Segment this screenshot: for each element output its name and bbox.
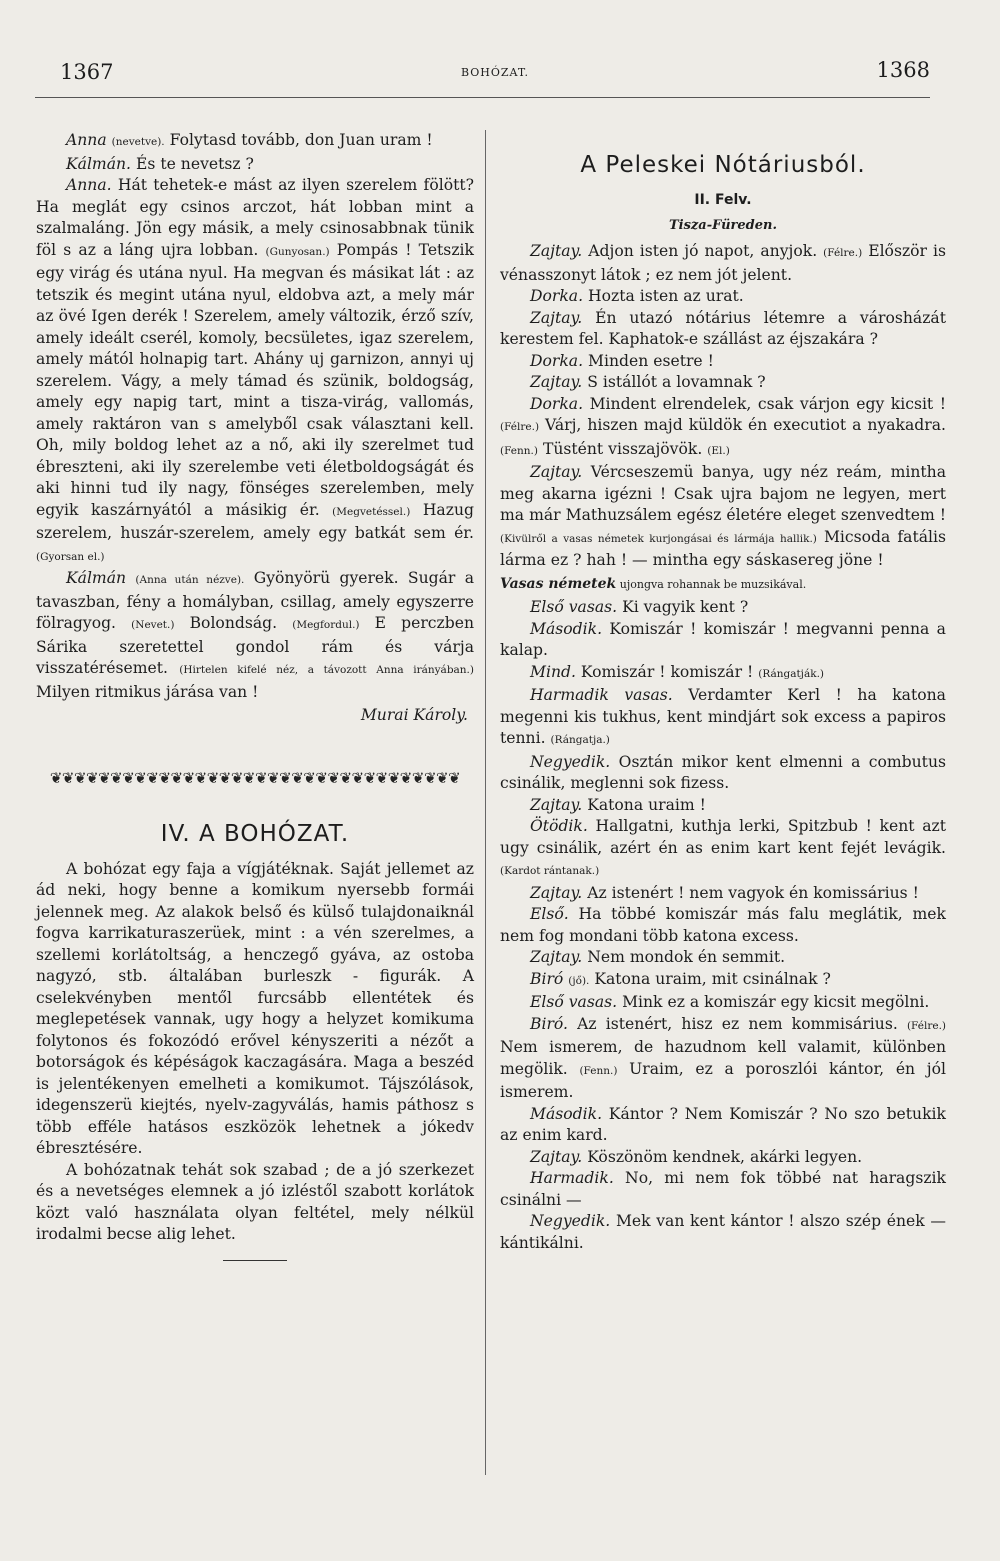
dialogue-line [500, 351, 946, 373]
dialogue-line [500, 394, 946, 463]
dialogue-text: Micsoda fatális lárma ez ? hah ! — mintha egy sáskasereg jöne ! [500, 527, 946, 569]
dialogue-line [500, 1014, 946, 1104]
stage-direction: (nevetve). [111, 136, 165, 148]
stage-direction: (Félre.) [823, 247, 863, 259]
dialogue-text: Hazug szerelem, huszár-szerelem, amely egy batkát sem ér. [36, 500, 474, 542]
dialogue-text: S istállót a lovamnak ? [587, 373, 766, 391]
stage-direction: (Hirtelen kifelé néz, a távozott Anna irányában.) [179, 664, 474, 676]
speaker-name: Harmadik vasas. [530, 686, 673, 704]
dialogue-text: Adjon isten jó napot, anyjok. [588, 242, 824, 260]
cast-direction: ujongva rohannak be muzsikával. [619, 577, 807, 591]
page-header [60, 58, 930, 92]
dialogue-text: Én utazó nótárius létemre a városházát kerestem fel. Kaphatok-e szállást az éjszakára ? [500, 308, 946, 348]
dialogue-line [36, 154, 474, 176]
dialogue-text: Ki vagyik kent ? [622, 598, 749, 616]
dialogue-block [500, 241, 946, 572]
dialogue-line [36, 175, 474, 568]
stage-direction: (jő). [568, 974, 590, 987]
speaker-name: Biró. [530, 1014, 568, 1033]
dialogue-text: Osztán mikor kent elmenni a combutus csinálik, meglenni sok fizess. [500, 752, 946, 792]
dialogue-line [500, 685, 946, 752]
speaker-name: Zajtay. [530, 795, 583, 814]
speaker-name: Zajtay. [530, 948, 583, 966]
dialogue-line [500, 597, 946, 619]
speaker-name: Anna [66, 131, 107, 149]
dialogue-line [500, 904, 946, 947]
dialogue-line [500, 372, 946, 394]
dialogue-text: Nem ismerem, de hazudnom kell valamit, különben megölik. [500, 1038, 946, 1078]
speaker-name: Zajtay. [530, 463, 583, 481]
speaker-name: Harmadik. [530, 1169, 614, 1187]
stage-direction: (Kardot rántanak.) [500, 865, 600, 877]
dialogue-text: Katona uraim, mit csinálnak ? [589, 969, 831, 988]
dialogue-text: Ha többé komiszár más falu meglátik, mek nem fog mondani több katona excess. [500, 905, 946, 945]
stage-direction: (Rángatja.) [550, 734, 610, 746]
dialogue-line [500, 286, 946, 308]
body-paragraph: A bohózat egy faja a vígjátéknak. Saját jellemet az ád neki, hogy benne a komikum nyersebb formái jelennek meg. Az alakok belső és külső tulajdonaiknál fogva karrikaturaszerüek, mint : a vén szerelmes, a szellemi korlátoltság, a henczegő gyáva, az ostoba nagyzó, stb. általában burleszk - figurák. A cselekvényben mentől furcsább ellentétek és meglepetések vannak, ugy hogy a helyzet komikuma folytonos és fokozódó erővel kényszeriti a nézőt a botorságok és képéságok kaczagására. Maga a beszéd is jelentékenyen emelheti a komikumot. Tájszólások, idegenszerü kiejtés, nyelv-zagyválás, hamis páthosz s több efféle hatásos eszközök lehetnek a jókedv ébresztésére. [36, 859, 474, 1157]
stage-direction: (Gyorsan el.) [36, 550, 105, 563]
stage-direction: (Kivülről a vasas németek kurjongásai és lármája hallik.) [500, 532, 817, 545]
dialogue-text: Katona uraim ! [587, 795, 706, 814]
speaker-name: Biró [530, 969, 564, 988]
dialogue-text: Nem mondok én semmit. [587, 948, 786, 966]
column-divider [485, 130, 486, 1475]
speaker-name: Zajtay. [530, 1147, 583, 1166]
stage-direction: (Nevet.) [131, 619, 175, 631]
dialogue-text: Tüstént visszajövök. [537, 439, 708, 458]
dialogue-text: Az istenért ! nem vagyok én komissárius ! [587, 883, 919, 902]
section-title: IV. A BOHÓZAT. [160, 820, 350, 847]
speaker-name: Első vasas. [530, 598, 618, 616]
dialogue-text: No, mi nem fok többé nat haragszik csinálni — [500, 1169, 946, 1209]
stage-direction: (El.) [707, 444, 730, 457]
speaker-name: Dorka. [530, 394, 584, 413]
dialogue-text: Hát tehetek-e mást az ilyen szerelem fölött? Ha meglát egy csinos arczot, hát lobban mint a szalmaláng. Jön egy másik, a mely csinosabbnak tünik föl s az a láng ujra lobban. [36, 176, 474, 259]
speaker-name: Első. [530, 905, 569, 923]
dialogue-line [500, 992, 946, 1014]
dialogue-text: Mek van kent kántor ! alszo szép ének — kántikálni. [500, 1212, 946, 1252]
dialogue-line [500, 795, 946, 817]
dialogue-text: Először is vénasszonyt látok ; ez nem jót jelent. [500, 242, 946, 284]
speaker-name: Kálmán. [66, 154, 132, 173]
dialogue-line [36, 568, 474, 703]
dialogue-text: Uraim, ez a poroszlói kántor, én jól ismerem. [500, 1059, 946, 1101]
stage-direction: (Fenn.) [579, 1064, 618, 1077]
dialogue-text: Gyönyörü gyerek. Sugár a tavaszban, fény a homályban, csillag, amely egyszerre fölragyog. [36, 569, 474, 632]
dialogue-text: Pompás ! Tetszik egy virág és utána nyul. Ha megvan és másikat lát : az tetszik és megint utána nyul, eldobva azt, a mely már az övé Igen derék ! Szerelem, amely változik, érző szív, amely ideált cserél, komoly, becsületes, igaz szerelem, amely mától holnapig tart. Ahány uj garnizon, annyi uj szerelem. Vágy, a mely támad és szünik, boldogság, amely egy napig tart, mint a tisza-virág, vallomás, amely raktáron van s amelyből csak választani kell. Oh, mily boldog lehet az a nő, aki ily szerelmet tud ébreszteni, aki ily szerelembe veti életboldogságát és aki hinni tud ily nagy, fönséges szerelemben, mely egyik kaszárnyától a másikig ér. [36, 240, 474, 519]
dialogue-line [500, 619, 946, 662]
stage-direction: (Megvetéssel.) [332, 505, 411, 518]
speaker-name: Zajtay. [530, 242, 583, 260]
speaker-name: Kálmán [66, 569, 127, 587]
dialogue-text: Az istenért, hisz ez nem kommisárius. [577, 1014, 907, 1033]
dialogue-line [500, 308, 946, 351]
speaker-name: Zajtay. [530, 883, 583, 902]
speaker-name: Dorka. [530, 351, 584, 370]
stage-direction: (Félre.) [500, 421, 540, 433]
dialogue-line [500, 462, 946, 572]
dialogue-line [500, 752, 946, 795]
excerpt-title: A Peleskei Nótáriusból. [580, 152, 866, 178]
stage-direction: (Megfordul.) [292, 619, 360, 631]
dialogue-text: Hallgatni, kuthja lerki, Spitzbub ! kent azt ugy csinálik, azért én as enim kart kent fejét levágik. [500, 817, 946, 857]
running-title: BOHÓZAT. [460, 66, 530, 79]
speaker-name: Negyedik. [530, 752, 611, 771]
scene-location: Tisza-Füreden. [668, 218, 778, 233]
speaker-name: Ötödik. [530, 817, 588, 835]
dialogue-text: Kántor ? Nem Komiszár ? No szo betukik az enim kard. [500, 1104, 946, 1144]
dialogue-line [500, 816, 946, 883]
page-number-right: 1368 [876, 58, 930, 82]
left-column [36, 130, 474, 1261]
right-column [500, 130, 946, 1254]
dialogue-text: Folytasd tovább, don Juan uram ! [169, 131, 433, 149]
stage-direction: (Félre.) [906, 1019, 946, 1032]
speaker-name: Mind. [530, 662, 576, 681]
dialogue-line [500, 1104, 946, 1147]
dialogue-line [36, 130, 474, 154]
ornament-divider: ❦❦❦❦❦❦❦❦❦❦❦❦❦❦❦❦❦❦❦❦❦❦❦❦❦❦❦❦❦❦❦❦❦❦ [49, 768, 461, 787]
dialogue-text: Köszönöm kendnek, akárki legyen. [587, 1147, 863, 1166]
speaker-name: Első vasas. [530, 993, 618, 1011]
speaker-name: Dorka. [530, 287, 584, 305]
dialogue-text: Verdamter Kerl ! ha katona megenni kis tukhus, kent mindjárt sok excess a papiros tenni. [500, 686, 946, 747]
dialogue-line [500, 969, 946, 993]
speaker-name: Második. [530, 1104, 603, 1123]
speaker-name: Anna. [66, 176, 112, 194]
act-label: II. Felv. [694, 192, 752, 208]
dialogue-text: Hozta isten az urat. [588, 287, 744, 305]
speaker-name: Második. [530, 619, 603, 638]
dialogue-line [500, 241, 946, 286]
stage-direction: (Rángatják.) [758, 667, 824, 680]
cast-entrance [500, 574, 946, 596]
dialogue-line [500, 1211, 946, 1254]
body-paragraph: A bohózatnak tehát sok szabad ; de a jó szerkezet és a nevetséges elemnek a jó izléstől szabott korlátok közt való használata olyan feltétel, mely nélkül irodalmi becse alig lehet. [36, 1160, 474, 1243]
speaker-name: Negyedik. [530, 1212, 611, 1230]
dialogue-text: És te nevetsz ? [136, 154, 254, 173]
dialogue-text: Minden esetre ! [588, 351, 714, 370]
dialogue-text: Mindent elrendelek, csak várjon egy kicsit ! [589, 394, 946, 413]
dialogue-text: Várj, hiszen majd küldök én executiot a nyakadra. [539, 416, 946, 434]
dialogue-line [500, 947, 946, 969]
author-signature: Murai Károly. [360, 706, 468, 724]
header-rule [35, 97, 930, 98]
dialogue-text: E perczben Sárika szeretettel gondol rám és várja visszatérésemet. [36, 614, 475, 677]
page-number-left: 1367 [60, 60, 114, 84]
dialogue-text: Mink ez a komiszár egy kicsit megölni. [622, 993, 930, 1011]
dialogue-line [500, 662, 946, 686]
speaker-name: Zajtay. [530, 308, 583, 327]
dialogue-line [500, 1147, 946, 1169]
dialogue-block [500, 597, 946, 1254]
dialogue-text: Vércseszemü banya, ugy néz reám, mintha meg akarna igézni ! Csak ujra bajom ne legyen, mert ma már Mathuzsálem egész életére eleget szenvedtem ! [500, 463, 946, 524]
dialogue-text: Milyen ritmikus járása van ! [36, 682, 259, 701]
speaker-name: Zajtay. [530, 373, 583, 391]
dialogue-text: Komiszár ! komiszár ! [580, 662, 759, 681]
cast-name: Vasas németek [500, 575, 617, 592]
stage-direction: (Anna után nézve). [135, 574, 245, 586]
dialogue-line [500, 1168, 946, 1211]
dialogue-text: Komiszár ! komiszár ! megvanni penna a kalap. [500, 619, 946, 659]
end-rule [223, 1260, 287, 1261]
dialogue-line [500, 883, 946, 905]
stage-direction: (Gunyosan.) [265, 245, 330, 258]
dialogue-text: Bolondság. [189, 614, 278, 632]
stage-direction: (Fenn.) [500, 444, 538, 457]
